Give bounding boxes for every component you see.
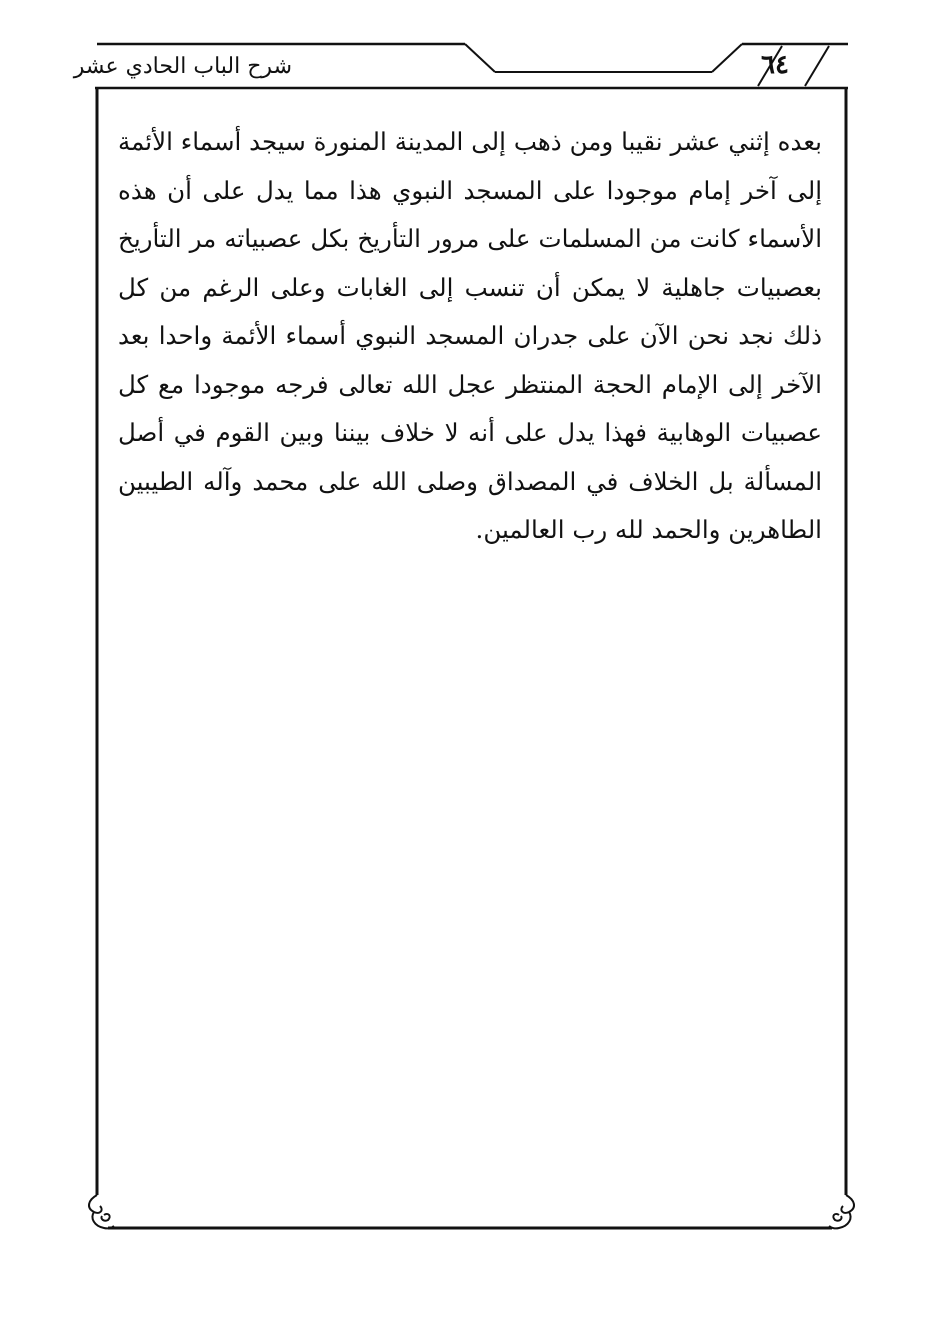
running-header-title: شرح الباب الحادي عشر	[73, 54, 292, 79]
page-number: ٦٤	[761, 50, 789, 80]
body-paragraph: بعده إثني عشر نقيبا ومن ذهب إلى المدينة المنورة سيجد أسماء الأئمة إلى آخر إمام موجودا على المسجد النبوي هذا مما يدل على أن هذه الأسماء كانت من المسلمات على مرور التأريخ بكل عصبياته مر التأريخ بعصبيات جاهلية لا يمكن أن تنسب إلى الغابات وعلى الرغم من كل ذلك نجد نحن الآن على جدران المسجد النبوي أسماء الأئمة واحدا بعد الآخر إلى الإمام الحجة المنتظر عجل الله تعالى فرجه موجودا مع كل عصبيات الوهابية فهذا يدل على أنه لا خلاف بيننا وبين القوم في أصل المسألة بل الخلاف في المصداق وصلى الله على محمد وآله الطيبين الطاهرين والحمد لله رب العالمين.	[118, 127, 822, 544]
corner-ornament-right-icon	[829, 1195, 854, 1228]
corner-ornament-left-icon	[89, 1195, 114, 1228]
body-text	[118, 118, 822, 555]
